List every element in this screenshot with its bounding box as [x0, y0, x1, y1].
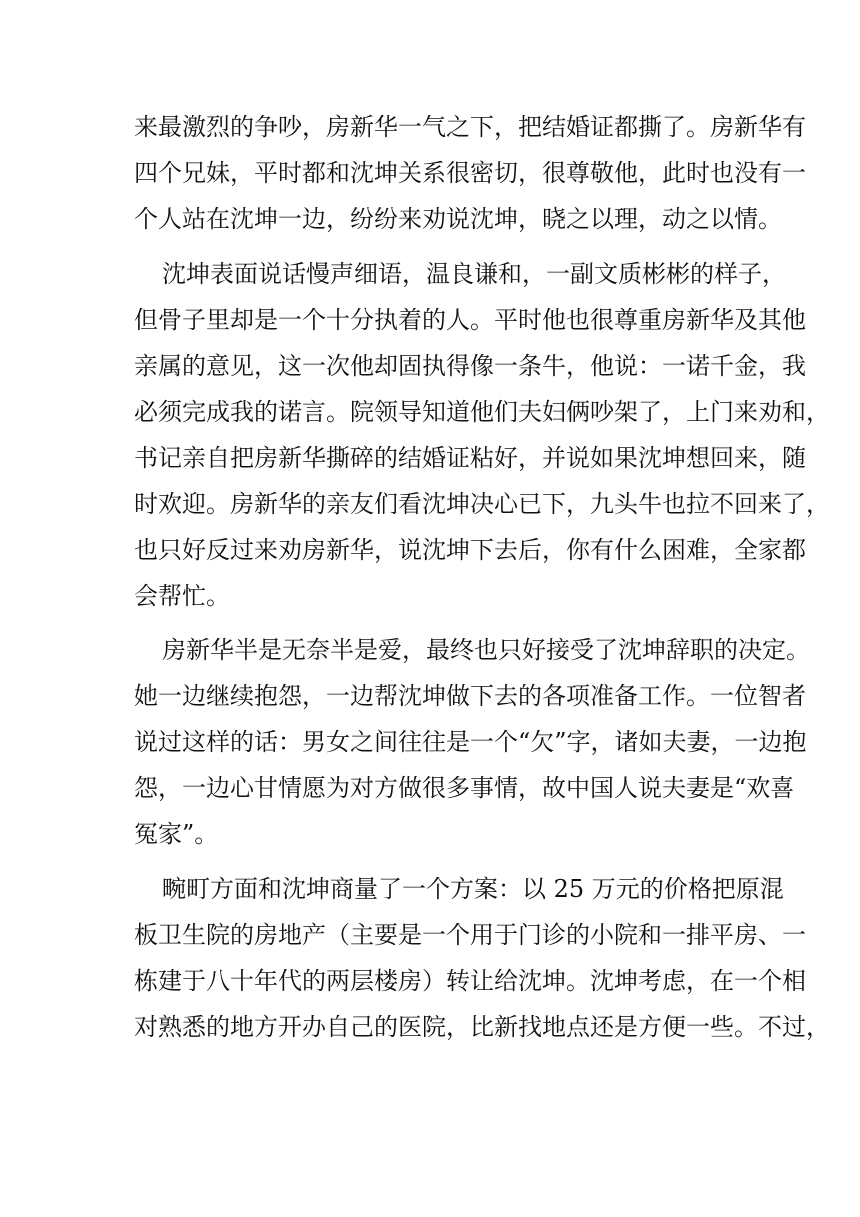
paragraph-1-line-1: 来最激烈的争吵，房新华一气之下，把结婚证都撕了。房新华有: [134, 113, 806, 141]
paragraph-2-line-6: 时欢迎。房新华的亲友们看沈坤决心已下，九头牛也拉不回来了，: [134, 490, 830, 518]
paragraph-3-line-4: 怨，一边心甘情愿为对方做很多事情，故中国人说夫妻是“欢喜: [134, 774, 795, 802]
paragraph-1-line-3: 个人站在沈坤一边，纷纷来劝说沈坤，晓之以理，动之以情。: [134, 205, 782, 233]
paragraph-2-line-4: 必须完成我的诺言。院领导知道他们夫妇俩吵架了，上门来劝和，: [134, 398, 830, 426]
paragraph-3-line-1: 房新华半是无奈半是爱，最终也只好接受了沈坤辞职的决定。: [162, 636, 810, 664]
paragraph-4-line-2: 板卫生院的房地产（主要是一个用于门诊的小院和一排平房、一: [134, 921, 806, 949]
paragraph-1-line-2: 四个兄妹，平时都和沈坤关系很密切，很尊敬他，此时也没有一: [134, 159, 806, 187]
paragraph-3-line-3: 说过这样的话：男女之间往往是一个“欠”字，诸如夫妻，一边抱: [134, 728, 807, 756]
paragraph-2-line-8: 会帮忙。: [134, 582, 230, 610]
paragraph-2-line-7: 也只好反过来劝房新华，说沈坤下去后，你有什么困难，全家都: [134, 536, 806, 564]
paragraph-3-line-2: 她一边继续抱怨，一边帮沈坤做下去的各项准备工作。一位智者: [134, 682, 806, 710]
paragraph-4-line-4: 对熟悉的地方开办自己的医院，比新找地点还是方便一些。不过，: [134, 1013, 830, 1041]
paragraph-4-line-1: 畹町方面和沈坤商量了一个方案：以 25 万元的价格把原混: [162, 875, 784, 903]
paragraph-4-line-3: 栋建于八十年代的两层楼房）转让给沈坤。沈坤考虑，在一个相: [134, 967, 806, 995]
paragraph-2-line-2: 但骨子里却是一个十分执着的人。平时他也很尊重房新华及其他: [134, 306, 806, 334]
paragraph-2-line-5: 书记亲自把房新华撕碎的结婚证粘好，并说如果沈坤想回来，随: [134, 444, 806, 472]
paragraph-2-line-1: 沈坤表面说话慢声细语，温良谦和，一副文质彬彬的样子，: [162, 260, 786, 288]
paragraph-3-line-5: 冤家”。: [134, 820, 219, 848]
paragraph-2-line-3: 亲属的意见，这一次他却固执得像一条牛，他说：一诺千金，我: [134, 352, 806, 380]
